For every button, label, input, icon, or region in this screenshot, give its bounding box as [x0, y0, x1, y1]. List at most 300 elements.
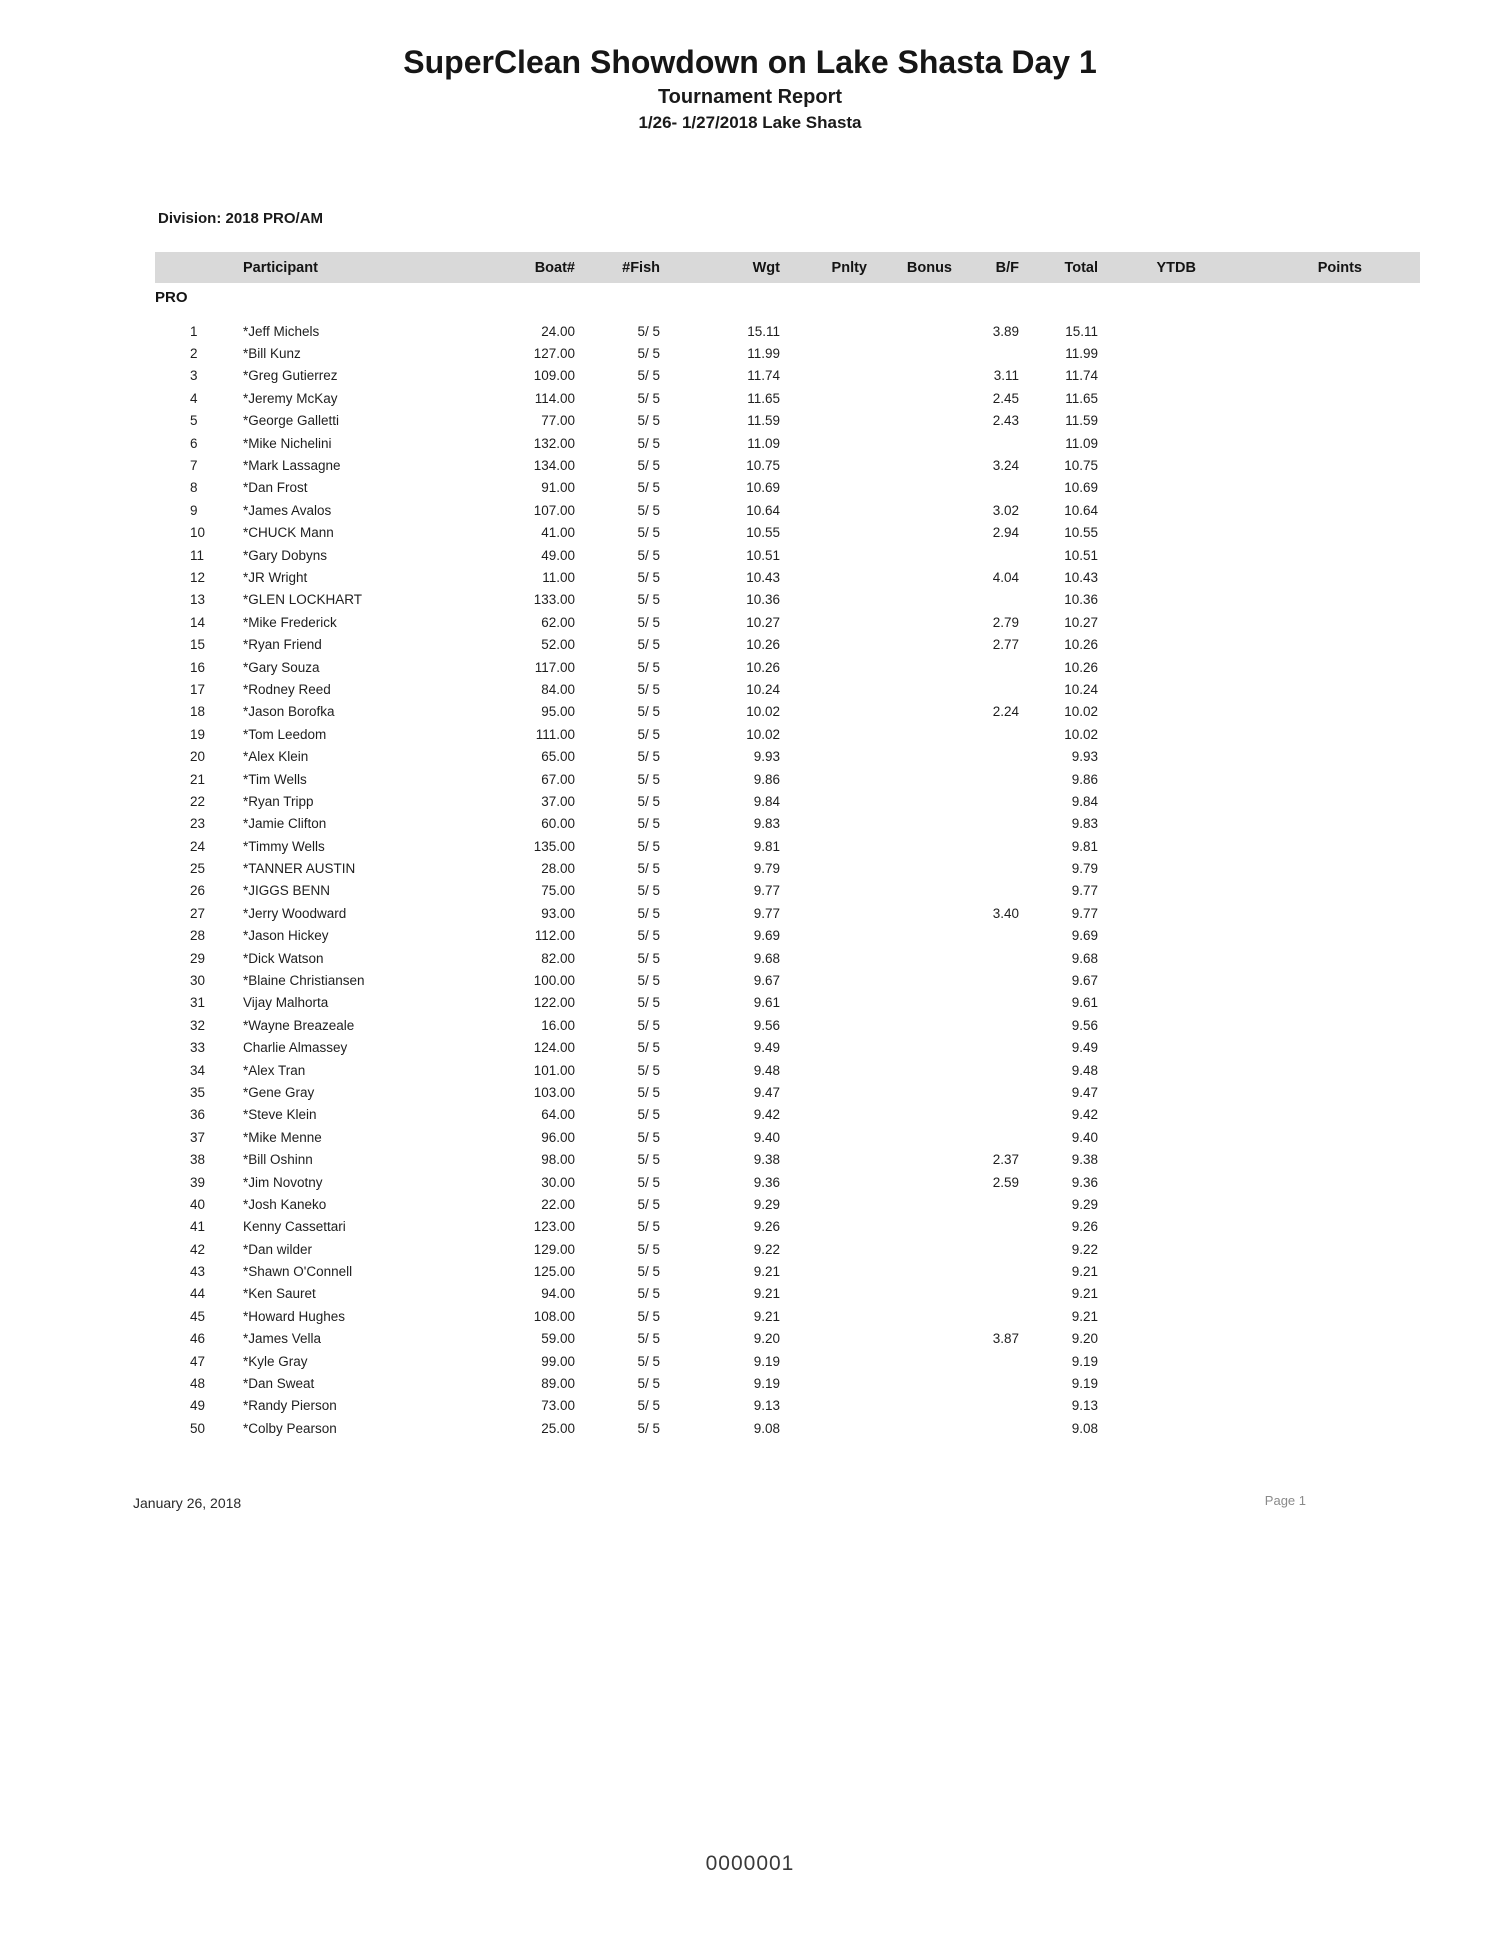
participant-cell: *Kyle Gray: [243, 1353, 308, 1369]
table-row: [155, 1059, 1420, 1081]
fish-cell: 5/ 5: [637, 413, 660, 429]
participant-cell: *GLEN LOCKHART: [243, 592, 363, 608]
table-header-row: [155, 252, 1420, 283]
rank-cell: 47: [190, 1353, 206, 1369]
participant-cell: *Dan wilder: [243, 1241, 313, 1257]
table-row: [155, 1126, 1420, 1148]
participant-cell: *Jim Novotny: [243, 1174, 323, 1190]
participant-cell: Kenny Cassettari: [243, 1219, 346, 1235]
participant-cell: *JR Wright: [243, 569, 308, 585]
fish-cell: 5/ 5: [637, 1286, 660, 1302]
total-cell: 10.27: [1064, 614, 1098, 630]
participant-cell: *Mike Frederick: [243, 614, 337, 630]
fish-cell: 5/ 5: [637, 793, 660, 809]
boat-cell: 62.00: [541, 614, 575, 630]
rank-cell: 23: [190, 816, 206, 832]
participant-cell: *Jamie Clifton: [243, 816, 327, 832]
fish-cell: 5/ 5: [637, 771, 660, 787]
wgt-cell: 10.02: [746, 704, 780, 720]
wgt-cell: 9.79: [753, 861, 780, 877]
wgt-cell: 9.81: [753, 838, 780, 854]
table-row: [155, 589, 1420, 611]
table-row: [155, 522, 1420, 544]
participant-cell: *Jason Borofka: [243, 704, 335, 720]
page-title: SuperClean Showdown on Lake Shasta Day 1: [403, 44, 1097, 80]
bf-cell: 3.24: [992, 458, 1019, 474]
total-cell: 9.26: [1071, 1219, 1098, 1235]
wgt-cell: 9.13: [753, 1398, 780, 1414]
rank-cell: 38: [190, 1152, 206, 1168]
table-row: [155, 1081, 1420, 1103]
division-label: Division: 2018 PRO/AM: [158, 210, 324, 227]
participant-cell: *Jason Hickey: [243, 928, 329, 944]
total-cell: 9.81: [1071, 838, 1098, 854]
rank-cell: 27: [190, 905, 206, 921]
wgt-cell: 9.67: [753, 973, 780, 989]
fish-cell: 5/ 5: [637, 592, 660, 608]
boat-cell: 95.00: [541, 704, 575, 720]
rank-cell: 44: [190, 1286, 206, 1302]
wgt-cell: 9.93: [753, 749, 780, 765]
table-row: [155, 1372, 1420, 1394]
table-row: [155, 1328, 1420, 1350]
wgt-cell: 9.20: [753, 1331, 780, 1347]
table-row: [155, 1216, 1420, 1238]
bf-cell: 2.24: [992, 704, 1019, 720]
wgt-cell: 10.02: [746, 726, 780, 742]
table-row: [155, 1014, 1420, 1036]
fish-cell: 5/ 5: [637, 905, 660, 921]
participant-cell: *James Vella: [243, 1331, 322, 1347]
participant-cell: *Greg Gutierrez: [243, 368, 338, 384]
total-cell: 10.69: [1064, 480, 1098, 496]
wgt-cell: 9.08: [753, 1420, 780, 1436]
total-cell: 11.59: [1065, 413, 1098, 429]
table-row: [155, 633, 1420, 655]
rank-cell: 31: [190, 995, 206, 1011]
rank-cell: 17: [190, 681, 206, 697]
rank-cell: 22: [190, 793, 206, 809]
rank-cell: 12: [190, 569, 206, 585]
total-cell: 10.75: [1064, 458, 1098, 474]
participant-cell: *Mike Nichelini: [243, 435, 332, 451]
participant-cell: *Bill Oshinn: [243, 1152, 313, 1168]
rank-cell: 35: [190, 1084, 206, 1100]
total-cell: 10.24: [1064, 681, 1098, 697]
participant-cell: *Ryan Friend: [243, 637, 322, 653]
participant-cell: *Blaine Christiansen: [243, 973, 365, 989]
table-row: [155, 499, 1420, 521]
header-ytdb: YTDB: [1156, 259, 1196, 276]
total-cell: 9.36: [1071, 1174, 1098, 1190]
boat-cell: 59.00: [541, 1331, 575, 1347]
table-row: [155, 947, 1420, 969]
total-cell: 9.86: [1071, 771, 1098, 787]
participant-cell: Vijay Malhorta: [243, 995, 329, 1011]
total-cell: 9.79: [1071, 861, 1098, 877]
fish-cell: 5/ 5: [637, 1107, 660, 1123]
wgt-cell: 9.86: [753, 771, 780, 787]
total-cell: 11.65: [1065, 390, 1098, 406]
table-row: [155, 656, 1420, 678]
bf-cell: 2.59: [992, 1174, 1019, 1190]
rank-cell: 36: [190, 1107, 206, 1123]
wgt-cell: 10.26: [746, 659, 780, 675]
participant-cell: *James Avalos: [243, 502, 332, 518]
total-cell: 10.64: [1064, 502, 1098, 518]
boat-cell: 107.00: [533, 502, 575, 518]
total-cell: 9.84: [1071, 793, 1098, 809]
total-cell: 9.21: [1071, 1308, 1098, 1324]
fish-cell: 5/ 5: [637, 368, 660, 384]
wgt-cell: 9.47: [753, 1084, 780, 1100]
participant-cell: *Ryan Tripp: [243, 793, 314, 809]
rank-cell: 19: [190, 726, 206, 742]
participant-cell: *George Galletti: [243, 413, 340, 429]
boat-cell: 133.00: [533, 592, 575, 608]
participant-cell: *Howard Hughes: [243, 1308, 346, 1324]
rank-cell: 24: [190, 838, 206, 854]
wgt-cell: 11.59: [747, 413, 780, 429]
participant-cell: *Dan Frost: [243, 480, 308, 496]
wgt-cell: 9.77: [753, 883, 780, 899]
total-cell: 10.36: [1064, 592, 1098, 608]
rank-cell: 42: [190, 1241, 206, 1257]
boat-cell: 114.00: [534, 390, 575, 406]
boat-cell: 91.00: [541, 480, 575, 496]
wgt-cell: 10.75: [746, 458, 780, 474]
total-cell: 9.19: [1071, 1376, 1098, 1392]
boat-cell: 129.00: [533, 1241, 575, 1257]
footer-page-number: Page 1: [1264, 1493, 1306, 1508]
participant-cell: *Mark Lassagne: [243, 458, 341, 474]
boat-cell: 100.00: [533, 973, 575, 989]
rank-cell: 28: [190, 928, 206, 944]
fish-cell: 5/ 5: [637, 1152, 660, 1168]
rank-cell: 9: [190, 502, 198, 518]
boat-cell: 125.00: [533, 1264, 575, 1280]
bf-cell: 3.87: [992, 1331, 1019, 1347]
table-row: [155, 745, 1420, 767]
total-cell: 9.22: [1071, 1241, 1098, 1257]
wgt-cell: 9.56: [753, 1017, 780, 1033]
wgt-cell: 10.26: [746, 637, 780, 653]
total-cell: 9.77: [1071, 905, 1098, 921]
header-pnlty: Pnlty: [831, 259, 867, 276]
total-cell: 9.38: [1071, 1152, 1098, 1168]
fish-cell: 5/ 5: [637, 525, 660, 541]
rank-cell: 29: [190, 950, 206, 966]
boat-cell: 122.00: [533, 995, 575, 1011]
wgt-cell: 9.48: [753, 1062, 780, 1078]
participant-cell: *Alex Tran: [243, 1062, 306, 1078]
participant-cell: *Randy Pierson: [243, 1398, 337, 1414]
wgt-cell: 9.40: [753, 1129, 780, 1145]
total-cell: 10.26: [1064, 637, 1098, 653]
total-cell: 10.26: [1064, 659, 1098, 675]
boat-cell: 124.00: [533, 1040, 575, 1056]
total-cell: 10.02: [1064, 704, 1098, 720]
table-row: [155, 1350, 1420, 1372]
rank-cell: 10: [190, 525, 206, 541]
fish-cell: 5/ 5: [637, 1196, 660, 1212]
boat-cell: 49.00: [541, 547, 575, 563]
fish-cell: 5/ 5: [637, 1331, 660, 1347]
participant-cell: *Dan Sweat: [243, 1376, 315, 1392]
wgt-cell: 9.36: [753, 1174, 780, 1190]
wgt-cell: 9.83: [753, 816, 780, 832]
fish-cell: 5/ 5: [637, 1398, 660, 1414]
table-row: [155, 1104, 1420, 1126]
participant-cell: *TANNER AUSTIN: [243, 861, 356, 877]
total-cell: 9.56: [1071, 1017, 1098, 1033]
table-row: [155, 969, 1420, 991]
bf-cell: 2.37: [992, 1152, 1019, 1168]
boat-cell: 60.00: [541, 816, 575, 832]
participant-cell: *Tom Leedom: [243, 726, 327, 742]
boat-cell: 96.00: [541, 1129, 575, 1145]
rank-cell: 48: [190, 1376, 206, 1392]
boat-cell: 111.00: [535, 726, 575, 742]
header-total: Total: [1064, 259, 1098, 276]
total-cell: 9.77: [1071, 883, 1098, 899]
participant-cell: *Gene Gray: [243, 1084, 315, 1100]
boat-cell: 93.00: [541, 905, 575, 921]
rank-cell: 49: [190, 1398, 206, 1414]
fish-cell: 5/ 5: [637, 346, 660, 362]
boat-cell: 112.00: [534, 928, 575, 944]
total-cell: 11.74: [1065, 368, 1098, 384]
rank-cell: 2: [190, 346, 198, 362]
header-points: Points: [1317, 259, 1362, 276]
header-wgt: Wgt: [752, 259, 780, 276]
rank-cell: 32: [190, 1017, 206, 1033]
bf-cell: 2.79: [992, 614, 1019, 630]
header-boat: Boat#: [534, 259, 575, 276]
table-row: [155, 1395, 1420, 1417]
rank-cell: 45: [190, 1308, 206, 1324]
wgt-cell: 10.36: [746, 592, 780, 608]
participant-cell: *Jerry Woodward: [243, 905, 347, 921]
total-cell: 9.40: [1071, 1129, 1098, 1145]
participant-cell: *Tim Wells: [243, 771, 307, 787]
wgt-cell: 9.21: [753, 1286, 780, 1302]
rank-cell: 50: [190, 1420, 206, 1436]
total-cell: 11.09: [1065, 435, 1098, 451]
wgt-cell: 9.19: [753, 1376, 780, 1392]
report-date-range: 1/26- 1/27/2018 Lake Shasta: [638, 113, 862, 132]
total-cell: 9.49: [1071, 1040, 1098, 1056]
wgt-cell: 9.77: [753, 905, 780, 921]
fish-cell: 5/ 5: [637, 1376, 660, 1392]
fish-cell: 5/ 5: [637, 1174, 660, 1190]
rank-cell: 46: [190, 1331, 206, 1347]
fish-cell: 5/ 5: [637, 838, 660, 854]
boat-cell: 103.00: [533, 1084, 575, 1100]
total-cell: 9.47: [1071, 1084, 1098, 1100]
total-cell: 9.42: [1071, 1107, 1098, 1123]
boat-cell: 135.00: [533, 838, 575, 854]
table-row: [155, 790, 1420, 812]
participant-cell: *Shawn O'Connell: [243, 1264, 353, 1280]
participant-cell: Charlie Almassey: [243, 1040, 348, 1056]
boat-cell: 94.00: [541, 1286, 575, 1302]
bf-cell: 3.89: [992, 323, 1019, 339]
wgt-cell: 9.69: [753, 928, 780, 944]
fish-cell: 5/ 5: [637, 323, 660, 339]
fish-cell: 5/ 5: [637, 1040, 660, 1056]
bf-cell: 2.43: [992, 413, 1019, 429]
wgt-cell: 11.09: [747, 435, 780, 451]
header-bf: B/F: [995, 259, 1019, 276]
bf-cell: 3.02: [992, 502, 1019, 518]
boat-cell: 109.00: [533, 368, 575, 384]
wgt-cell: 10.55: [746, 525, 780, 541]
header-participant: Participant: [243, 259, 318, 276]
boat-cell: 30.00: [541, 1174, 575, 1190]
table-row: [155, 387, 1420, 409]
total-cell: 9.83: [1071, 816, 1098, 832]
participant-cell: *CHUCK Mann: [243, 525, 334, 541]
participant-cell: *Dick Watson: [243, 950, 324, 966]
table-row: [155, 1148, 1420, 1170]
wgt-cell: 10.69: [746, 480, 780, 496]
boat-cell: 22.00: [541, 1196, 575, 1212]
participant-cell: *JIGGS BENN: [243, 883, 331, 899]
rank-cell: 4: [190, 390, 198, 406]
boat-cell: 99.00: [541, 1353, 575, 1369]
table-row: [155, 454, 1420, 476]
table-row: [155, 1260, 1420, 1282]
boat-cell: 101.00: [533, 1062, 575, 1078]
table-row: [155, 611, 1420, 633]
rank-cell: 37: [190, 1129, 206, 1145]
fish-cell: 5/ 5: [637, 1062, 660, 1078]
participant-cell: *Gary Souza: [243, 659, 320, 675]
fish-cell: 5/ 5: [637, 1084, 660, 1100]
boat-cell: 123.00: [533, 1219, 575, 1235]
rank-cell: 33: [190, 1040, 206, 1056]
total-cell: 11.99: [1065, 346, 1098, 362]
table-row: [155, 1171, 1420, 1193]
rank-cell: 16: [190, 659, 206, 675]
fish-cell: 5/ 5: [637, 1308, 660, 1324]
wgt-cell: 9.61: [753, 995, 780, 1011]
fish-cell: 5/ 5: [637, 883, 660, 899]
fish-cell: 5/ 5: [637, 995, 660, 1011]
boat-cell: 67.00: [541, 771, 575, 787]
total-cell: 9.93: [1071, 749, 1098, 765]
table-row: [155, 320, 1420, 342]
fish-cell: 5/ 5: [637, 614, 660, 630]
boat-cell: 127.00: [533, 346, 575, 362]
table-row: [155, 1037, 1420, 1059]
participant-cell: *Ken Sauret: [243, 1286, 316, 1302]
wgt-cell: 9.49: [753, 1040, 780, 1056]
boat-cell: 64.00: [541, 1107, 575, 1123]
total-cell: 9.61: [1071, 995, 1098, 1011]
wgt-cell: 10.24: [746, 681, 780, 697]
rank-cell: 30: [190, 973, 206, 989]
table-row: [155, 342, 1420, 364]
boat-cell: 117.00: [534, 659, 575, 675]
fish-cell: 5/ 5: [637, 861, 660, 877]
fish-cell: 5/ 5: [637, 1264, 660, 1280]
rank-cell: 3: [190, 368, 198, 384]
boat-cell: 11.00: [542, 569, 575, 585]
wgt-cell: 11.65: [747, 390, 780, 406]
total-cell: 9.69: [1071, 928, 1098, 944]
rank-cell: 6: [190, 435, 198, 451]
bf-cell: 3.40: [992, 905, 1019, 921]
total-cell: 9.68: [1071, 950, 1098, 966]
wgt-cell: 9.19: [753, 1353, 780, 1369]
table-row: [155, 701, 1420, 723]
rank-cell: 39: [190, 1174, 206, 1190]
bf-cell: 3.11: [993, 368, 1019, 384]
fish-cell: 5/ 5: [637, 973, 660, 989]
rank-cell: 8: [190, 480, 198, 496]
total-cell: 10.02: [1064, 726, 1098, 742]
fish-cell: 5/ 5: [637, 569, 660, 585]
total-cell: 9.08: [1071, 1420, 1098, 1436]
participant-cell: *Bill Kunz: [243, 346, 301, 362]
rank-cell: 7: [190, 458, 198, 474]
table-row: [155, 477, 1420, 499]
total-cell: 9.21: [1071, 1264, 1098, 1280]
total-cell: 15.11: [1065, 323, 1098, 339]
fish-cell: 5/ 5: [637, 726, 660, 742]
rank-cell: 5: [190, 413, 198, 429]
total-cell: 9.21: [1071, 1286, 1098, 1302]
wgt-cell: 9.84: [753, 793, 780, 809]
fish-cell: 5/ 5: [637, 637, 660, 653]
table-row: [155, 365, 1420, 387]
wgt-cell: 9.21: [753, 1308, 780, 1324]
table-row: [155, 678, 1420, 700]
table-row: [155, 902, 1420, 924]
table-row: [155, 880, 1420, 902]
table-row: [155, 566, 1420, 588]
header-bonus: Bonus: [906, 259, 952, 276]
boat-cell: 77.00: [541, 413, 575, 429]
wgt-cell: 9.38: [753, 1152, 780, 1168]
table-row: [155, 857, 1420, 879]
total-cell: 9.19: [1071, 1353, 1098, 1369]
participant-cell: *Wayne Breazeale: [243, 1017, 355, 1033]
bf-cell: 2.45: [992, 390, 1019, 406]
table-row: [155, 1283, 1420, 1305]
table-row: [155, 992, 1420, 1014]
rank-cell: 1: [190, 323, 198, 339]
boat-cell: 52.00: [541, 637, 575, 653]
table-row: [155, 1417, 1420, 1439]
bf-cell: 4.04: [992, 569, 1019, 585]
fish-cell: 5/ 5: [637, 502, 660, 518]
boat-cell: 82.00: [541, 950, 575, 966]
report-subtitle: Tournament Report: [657, 86, 843, 108]
rank-cell: 20: [190, 749, 206, 765]
document-number: 0000001: [705, 1852, 795, 1875]
total-cell: 9.67: [1071, 973, 1098, 989]
fish-cell: 5/ 5: [637, 1420, 660, 1436]
rank-cell: 26: [190, 883, 206, 899]
boat-cell: 84.00: [541, 681, 575, 697]
rank-cell: 21: [190, 771, 206, 787]
participant-cell: *Josh Kaneko: [243, 1196, 327, 1212]
table-row: [155, 1238, 1420, 1260]
table-row: [155, 1193, 1420, 1215]
